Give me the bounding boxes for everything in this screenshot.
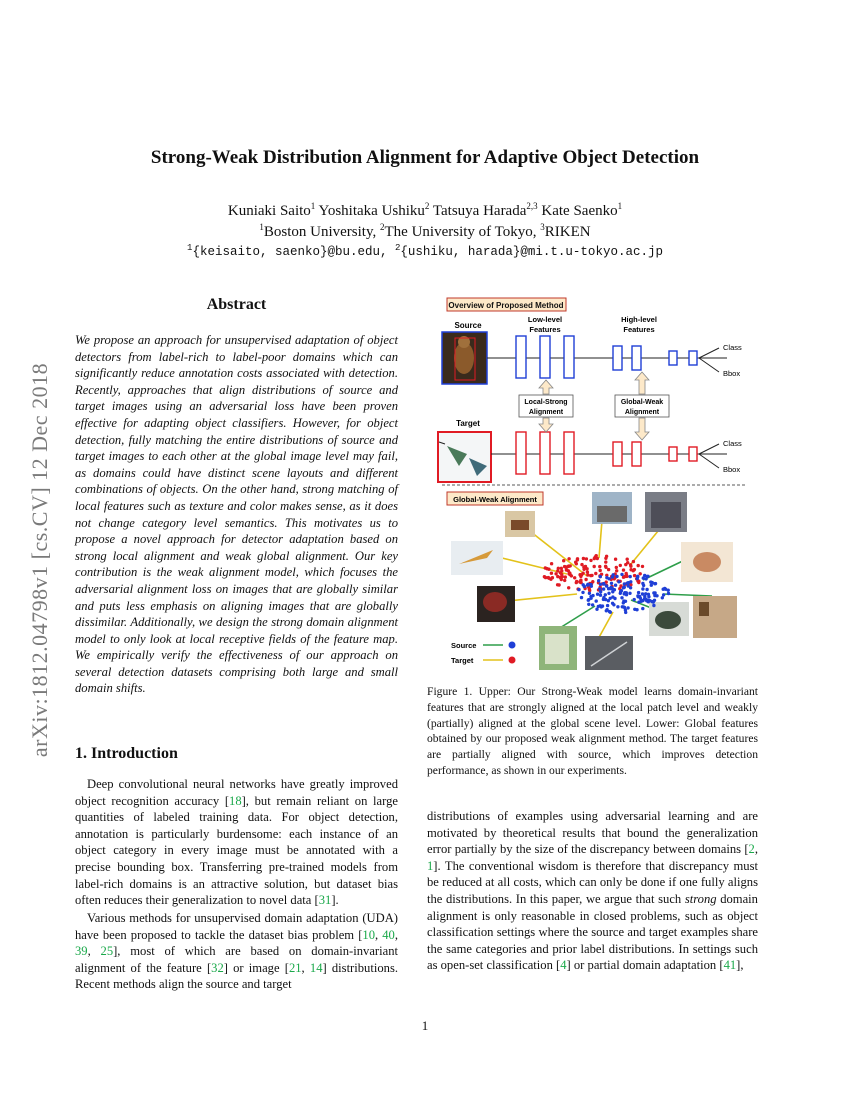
scatter-point	[637, 591, 640, 594]
text-run: ].	[331, 893, 339, 908]
citation-link[interactable]: 31	[318, 893, 332, 908]
scatter-point	[626, 606, 629, 609]
scatter-point	[608, 577, 611, 580]
author-2-sup: 2	[424, 201, 430, 211]
email-line	[0, 243, 850, 259]
scatter-point	[636, 575, 639, 578]
scatter-point	[595, 599, 598, 602]
local-strong-label-2: Alignment	[528, 409, 564, 416]
citation-link[interactable]: 40	[382, 927, 395, 942]
author-1-sup: 1	[310, 201, 316, 211]
scatter-point	[550, 572, 553, 575]
scatter-point	[622, 605, 625, 608]
legend-source-dot	[509, 642, 516, 649]
scatter-point	[607, 599, 610, 602]
scatter-point	[598, 565, 601, 568]
source-image	[442, 332, 487, 384]
scatter-point	[589, 559, 592, 562]
page-number: 1	[421, 1018, 429, 1033]
citation-link[interactable]: 10	[362, 927, 375, 942]
legend-target-dot	[509, 657, 516, 664]
bbox-label-source: Bbox	[723, 369, 741, 378]
scatter-point	[575, 562, 578, 565]
affil-2-sup: 2	[380, 222, 385, 232]
scatter-point	[599, 569, 602, 572]
scatter-point	[599, 575, 602, 578]
scatter-point	[632, 560, 635, 563]
scatter-point	[633, 598, 636, 601]
author-2: Yoshitaka Ushiku	[318, 203, 425, 219]
scatter-point	[599, 590, 602, 593]
scatter-point	[556, 569, 559, 572]
scatter-point	[579, 573, 582, 576]
scatter-point	[625, 574, 628, 577]
affil-3-sup: 3	[540, 222, 545, 232]
scatter-point	[610, 582, 613, 585]
scatter-point	[662, 593, 665, 596]
intro-paragraph-1	[75, 776, 398, 909]
legend-target-label: Target	[451, 656, 474, 665]
affil-1: Boston University,	[263, 224, 381, 240]
scatter-point	[605, 609, 608, 612]
scatter-point	[550, 562, 553, 565]
scatter-point	[629, 565, 632, 568]
scatter-point	[602, 587, 605, 590]
scatter-point	[610, 586, 613, 589]
scatter-point	[655, 594, 658, 597]
text-run: ] distributions. Recent methods align the source and target	[75, 960, 398, 992]
scatter-point	[606, 604, 609, 607]
scatter-point	[590, 585, 593, 588]
scatter-point	[661, 596, 664, 599]
scatter-point	[622, 599, 625, 602]
scatter-point	[633, 568, 636, 571]
scatter-point	[645, 575, 648, 578]
abstract-body: We propose an approach for unsupervised adaptation of object detectors from label-rich to label-poor domains which can significantly reduce annotation costs associated with detection. Recently, approaches that align distributions of source and target images using an adversarial loss have been proven effective for adapting object classifiers. However, for object detection, fully matching the entire distributions of source and target images to each other at the global image level may fail, as domains could have distinct scene layouts and different combinations of objects. On the other hand, strong matching of local features such as texture and color makes sense, as it does not change category level semantics. This motivates us to propose a novel approach for detector adaptation based on strong local alignment and weak global alignment. Our key contribution is the weak alignment model, which focuses the adversarial alignment loss on images that are globally similar and puts less emphasis on aligning images that are globally dissimilar. Additionally, we design the strong domain alignment model to only look at local receptive fields of the feature map. We empirically verify the effectiveness of our approach on several detection datasets comprising both large and small domain shifts.	[75, 333, 398, 696]
scatter-point	[586, 573, 589, 576]
affil-2: The University of Tokyo,	[384, 224, 541, 240]
scatter-point	[617, 580, 620, 583]
scatter-point	[641, 565, 644, 568]
text-run: Various methods for unsupervised domain adaptation (UDA) have been proposed to tackle the dataset bias problem [	[75, 911, 398, 942]
scatter-point	[614, 584, 617, 587]
text-run: ], but remain reliant on large quantities of labeled training data. For object detection, annotation is particularly burdensome: each instance of an object category in every image must be annotated with a precise bounding box. Transferring pre-trained models from label-rich domains is an attractive solution, but dataset bias often reduces their generalization to novel data [	[75, 793, 398, 908]
citation-link[interactable]: 32	[211, 960, 224, 975]
scatter-point	[642, 576, 645, 579]
figure-caption: Figure 1. Upper: Our Strong-Weak model learns domain-invariant features that are strongly aligned at the local patch level and weakly (partially) aligned at the global scene level. Lower: Global features obtained by our proposed weak alignment method. The target features are partially aligned with source, which improves detection performance, as shown in our experiments.	[427, 685, 758, 777]
affil-3: RIKEN	[544, 224, 591, 240]
scatter-point	[612, 573, 615, 576]
scatter-point	[667, 589, 670, 592]
scatter-point	[639, 600, 642, 603]
scatter-point	[585, 557, 588, 560]
affiliation-line	[0, 222, 850, 241]
citation-link[interactable]: 18	[229, 793, 242, 808]
scatter-point	[652, 604, 655, 607]
scatter-point	[615, 575, 618, 578]
scatter-point	[557, 583, 560, 586]
scatter-point	[586, 570, 589, 573]
intro-heading: 1. Introduction	[75, 745, 178, 762]
author-4-sup: 1	[617, 201, 623, 211]
scatter-point	[599, 594, 602, 597]
scatter-point	[639, 572, 642, 575]
scatter-point	[604, 557, 607, 560]
citation-link[interactable]: 41	[723, 958, 737, 973]
scatter-point	[645, 588, 648, 591]
email-2-sup: 2	[395, 243, 401, 253]
scatter-point	[629, 568, 632, 571]
scatter-point	[649, 580, 652, 583]
scatter-point	[604, 560, 607, 563]
affil-1-sup: 1	[259, 222, 264, 232]
scatter-point	[587, 599, 590, 602]
scatter-point	[628, 592, 631, 595]
author-1: Kuniaki Saito	[227, 203, 311, 219]
scatter-point	[607, 592, 610, 595]
citation-link[interactable]: 2	[748, 842, 755, 857]
author-3: Tatsuya Harada	[432, 203, 527, 219]
scatter-point	[620, 596, 623, 599]
scatter-point	[589, 574, 592, 577]
scatter-point	[616, 605, 619, 608]
source-stream	[487, 336, 727, 378]
scatter-point	[580, 596, 583, 599]
email-2: {ushiku, harada}@mi.t.u-tokyo.ac.jp	[400, 245, 663, 260]
scatter-point	[556, 575, 559, 578]
right-column-paragraph: distributions of examples using adversarial learning and are motivated by theoretical results that bound the generalization error partially by the size of the discrepancy between domains [2, 1]. The conventional wisdom is therefore that discrepancy must be reduced at all costs, which can only be done if one fully aligns the distributions. In this paper, we argue that such strong domain alignment is only reasonable in closed problems, such as object classification settings where the source and target examples share the same categories and prior label distributions. In settings such as open-set classification [4] or partial domain adaptation [41],	[427, 809, 758, 973]
scatter-point	[598, 587, 601, 590]
scatter-point	[624, 563, 627, 566]
scatter-point	[593, 565, 596, 568]
scatter-point	[613, 588, 616, 591]
overview-title: Overview of Proposed Method	[448, 301, 564, 310]
emphasis-strong: strong	[684, 891, 717, 906]
text-run: Deep convolutional neural networks have greatly improved object recognition accuracy [	[75, 777, 398, 808]
target-image	[438, 432, 491, 482]
scatter-point	[577, 588, 580, 591]
scatter-point	[564, 575, 567, 578]
author-line	[0, 201, 850, 220]
scatter-point	[639, 597, 642, 600]
scatter-point	[599, 604, 602, 607]
scatter-point	[620, 589, 623, 592]
scatter-point	[584, 578, 587, 581]
scatter-point	[599, 583, 602, 586]
scatter-point	[609, 611, 612, 614]
author-3-sup: 2,3	[526, 201, 538, 211]
text-run: distributions of examples using adversarial learning and are motivated by theoretical results that bound the generalization error partially by the size of the discrepancy between domains [	[427, 809, 758, 857]
scatter-point	[562, 559, 565, 562]
scatter-point	[615, 566, 618, 569]
scatter-point	[629, 575, 632, 578]
gw-title: Global-Weak Alignment	[453, 495, 537, 504]
scatter-point	[586, 583, 589, 586]
scatter-point	[567, 569, 570, 572]
scatter-point	[615, 569, 618, 572]
scatter-point	[544, 566, 547, 569]
scatter-point	[569, 564, 572, 567]
arxiv-sidebar	[27, 340, 52, 780]
scatter-point	[584, 565, 587, 568]
scatter-point	[588, 592, 591, 595]
high-level-label-1: High-level	[621, 315, 657, 324]
scatter-point	[581, 591, 584, 594]
scatter-point	[625, 591, 628, 594]
low-level-label-1: Low-level	[527, 315, 563, 324]
scatter-point	[637, 564, 640, 567]
scatter-point	[623, 582, 626, 585]
citation-link[interactable]: 21	[288, 960, 302, 975]
scatter-point	[624, 608, 627, 611]
scatter-point	[596, 593, 599, 596]
scatter-point	[551, 576, 554, 579]
author-4: Kate Saenko	[541, 203, 618, 219]
scatter-point	[627, 584, 630, 587]
scatter-point	[635, 608, 638, 611]
text-run: ], most of which are based on domain-invariant alignment of the feature [	[75, 944, 398, 975]
text-run: domain alignment is only reasonable in closed problems, such as object classification settings where the source and target examples share the same categories and prior label distributions. In settings such as open-set classification [	[427, 891, 758, 973]
citation-link[interactable]: 4	[560, 958, 567, 973]
global-weak-label-2: Alignment	[624, 409, 660, 416]
intro-paragraph-2: Various methods for unsupervised domain adaptation (UDA) have been proposed to tackle the dataset bias problem [10, 40, 39, 25], most of which are based on domain-invariant alignment of the feature [32] or image [21, 14] distributions. Recent methods align the source and target	[75, 911, 398, 992]
scatter-point	[623, 586, 626, 589]
class-label-source: Class	[723, 343, 742, 352]
scatter-point	[582, 557, 585, 560]
citation-link[interactable]: 1	[427, 858, 434, 873]
scatter-point	[563, 565, 566, 568]
email-1: {keisaito, saenko}@bu.edu,	[192, 245, 395, 260]
scatter-point	[619, 564, 622, 567]
scatter-point	[573, 576, 576, 579]
scatter-point	[594, 572, 597, 575]
text-run: ],	[736, 958, 744, 973]
scatter-point	[597, 579, 600, 582]
scatter-point	[575, 581, 578, 584]
scatter-point	[613, 597, 616, 600]
target-stream	[491, 432, 727, 474]
scatter-point	[626, 558, 629, 561]
scatter-point	[652, 600, 655, 603]
text-run: ]. The conventional wisdom is therefore that discrepancy must be reduced at all costs, which can only be done if one fully aligns the distributions. In this paper, we argue that such	[427, 858, 758, 906]
text-run: ] or image [	[223, 960, 289, 975]
scatter-point	[604, 565, 607, 568]
scatter-point	[591, 603, 594, 606]
scatter-point	[607, 568, 610, 571]
scatter-point	[620, 573, 623, 576]
target-label: Target	[456, 419, 480, 428]
scatter-point	[595, 554, 598, 557]
scatter-point	[641, 607, 644, 610]
low-level-label-2: Features	[529, 325, 561, 334]
scatter-point	[614, 558, 617, 561]
email-1-sup: 1	[187, 243, 193, 253]
scatter-point	[543, 575, 546, 578]
scatter-point	[633, 574, 636, 577]
citation-link[interactable]: 14	[309, 960, 323, 975]
figure-1	[427, 296, 758, 670]
legend-source-label: Source	[451, 641, 477, 650]
scatter-point	[641, 582, 644, 585]
paper-title: Strong-Weak Distribution Alignment for Adaptive Object Detection	[150, 147, 700, 168]
high-level-label-2: Features	[623, 325, 655, 334]
scatter-point	[591, 594, 594, 597]
scatter-point	[641, 592, 644, 595]
scatter-point	[654, 582, 657, 585]
citation-link[interactable]: 39	[75, 944, 88, 959]
source-label: Source	[454, 321, 482, 330]
scatter-point	[587, 603, 590, 606]
scatter-point	[583, 585, 586, 588]
scatter-point	[605, 584, 608, 587]
abstract-heading: Abstract	[206, 296, 267, 313]
scatter-point	[578, 580, 581, 583]
local-strong-label-1: Local-Strong	[524, 399, 568, 406]
arxiv-id: arXiv:1812.04798v1 [cs.CV] 12 Dec 2018	[27, 362, 52, 758]
scatter-point	[667, 592, 670, 595]
scatter-point	[567, 586, 570, 589]
scatter-point	[563, 579, 566, 582]
scatter-point	[547, 577, 550, 580]
global-weak-label-1: Global-Weak	[620, 399, 664, 406]
scatter-point	[622, 568, 625, 571]
bbox-label-target: Bbox	[723, 465, 741, 474]
scatter-point	[641, 587, 644, 590]
scatter-point	[567, 572, 570, 575]
scatter-point	[602, 582, 605, 585]
scatter-point	[627, 581, 630, 584]
class-label-target: Class	[723, 439, 742, 448]
scatter-point	[611, 602, 614, 605]
scatter-point	[576, 557, 579, 560]
scatter-point	[636, 594, 639, 597]
citation-link[interactable]: 25	[100, 944, 114, 959]
scatter-point	[650, 584, 653, 587]
text-run: ] or partial domain adaptation [	[566, 958, 724, 973]
scatter-point	[567, 557, 570, 560]
